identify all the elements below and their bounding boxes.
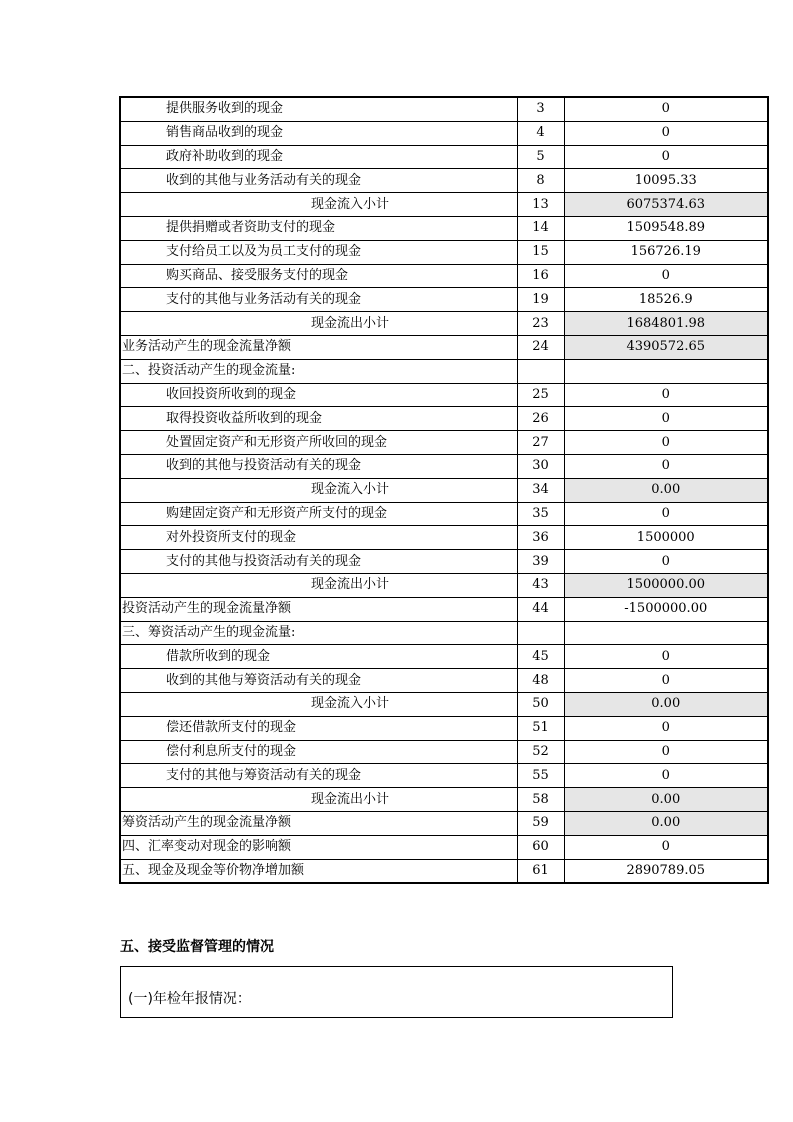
row-item-label: 支付的其他与投资活动有关的现金 (120, 550, 517, 574)
row-item-label: 支付的其他与筹资活动有关的现金 (120, 764, 517, 788)
table-row (120, 193, 768, 217)
row-item-label: 销售商品收到的现金 (120, 121, 517, 145)
row-item-label: 现金流入小计 (120, 692, 517, 716)
table-row (120, 478, 768, 502)
row-item-label: 三、筹资活动产生的现金流量: (120, 621, 517, 645)
row-item-label: 政府补助收到的现金 (120, 145, 517, 169)
row-item-label: 现金流出小计 (120, 312, 517, 336)
row-amount: 1509548.89 (564, 216, 768, 240)
row-item-label: 现金流入小计 (120, 193, 517, 217)
row-line-number: 39 (517, 550, 564, 574)
row-item-label: 偿还借款所支付的现金 (120, 716, 517, 740)
row-line-number: 58 (517, 788, 564, 812)
row-amount: 0.00 (564, 692, 768, 716)
table-row (120, 240, 768, 264)
row-amount: 0.00 (564, 811, 768, 835)
row-line-number (517, 359, 564, 383)
row-line-number: 26 (517, 407, 564, 431)
row-item-label: 收回投资所收到的现金 (120, 383, 517, 407)
row-amount: 0 (564, 121, 768, 145)
row-item-label: 购建固定资产和无形资产所支付的现金 (120, 502, 517, 526)
table-row (120, 264, 768, 288)
table-row (120, 335, 768, 359)
row-item-label: 五、现金及现金等价物净增加额 (120, 859, 517, 883)
row-item-label: 购买商品、接受服务支付的现金 (120, 264, 517, 288)
row-amount: 0 (564, 550, 768, 574)
row-amount: 0 (564, 407, 768, 431)
row-amount (564, 359, 768, 383)
row-line-number (517, 621, 564, 645)
row-item-label: 对外投资所支付的现金 (120, 526, 517, 550)
row-amount (564, 621, 768, 645)
row-line-number: 5 (517, 145, 564, 169)
section-heading: 五、接受监督管理的情况 (120, 939, 274, 955)
row-line-number: 50 (517, 692, 564, 716)
row-amount: 0 (564, 264, 768, 288)
table-row (120, 573, 768, 597)
row-item-label: 取得投资收益所收到的现金 (120, 407, 517, 431)
row-item-label: 收到的其他与投资活动有关的现金 (120, 454, 517, 478)
row-item-label: 收到的其他与业务活动有关的现金 (120, 169, 517, 193)
row-amount: 0 (564, 764, 768, 788)
row-amount: 0.00 (564, 478, 768, 502)
table-row (120, 431, 768, 455)
row-line-number: 61 (517, 859, 564, 883)
table-row (120, 835, 768, 859)
row-item-label: 支付给员工以及为员工支付的现金 (120, 240, 517, 264)
row-line-number: 30 (517, 454, 564, 478)
table-row (120, 502, 768, 526)
row-amount: 0 (564, 740, 768, 764)
row-amount: 0 (564, 835, 768, 859)
table-row (120, 740, 768, 764)
row-item-label: 提供服务收到的现金 (120, 97, 517, 121)
row-line-number: 44 (517, 597, 564, 621)
row-amount: 18526.9 (564, 288, 768, 312)
annual-inspection-label: (一)年检年报情况： (128, 991, 251, 1007)
row-line-number: 13 (517, 193, 564, 217)
row-amount: 10095.33 (564, 169, 768, 193)
table-row (120, 645, 768, 669)
table-row (120, 764, 768, 788)
row-item-label: 现金流出小计 (120, 788, 517, 812)
table-row (120, 526, 768, 550)
table-row (120, 97, 768, 121)
table-row (120, 669, 768, 693)
row-amount: 6075374.63 (564, 193, 768, 217)
row-line-number: 15 (517, 240, 564, 264)
table-row (120, 121, 768, 145)
table-row (120, 216, 768, 240)
row-line-number: 16 (517, 264, 564, 288)
row-line-number: 3 (517, 97, 564, 121)
row-line-number: 45 (517, 645, 564, 669)
row-line-number: 27 (517, 431, 564, 455)
row-line-number: 25 (517, 383, 564, 407)
table-row (120, 692, 768, 716)
row-amount: 0 (564, 145, 768, 169)
row-line-number: 59 (517, 811, 564, 835)
row-item-label: 偿付利息所支付的现金 (120, 740, 517, 764)
row-amount: -1500000.00 (564, 597, 768, 621)
row-item-label: 支付的其他与业务活动有关的现金 (120, 288, 517, 312)
table-row (120, 169, 768, 193)
row-amount: 0 (564, 716, 768, 740)
row-item-label: 业务活动产生的现金流量净额 (120, 335, 517, 359)
row-item-label: 筹资活动产生的现金流量净额 (120, 811, 517, 835)
row-amount: 0 (564, 502, 768, 526)
row-line-number: 48 (517, 669, 564, 693)
cash-flow-table-body (120, 97, 768, 883)
row-amount: 0 (564, 97, 768, 121)
row-amount: 0 (564, 669, 768, 693)
table-row (120, 454, 768, 478)
table-row (120, 145, 768, 169)
row-amount: 1500000.00 (564, 573, 768, 597)
row-item-label: 现金流出小计 (120, 573, 517, 597)
row-line-number: 43 (517, 573, 564, 597)
row-amount: 0 (564, 645, 768, 669)
row-line-number: 51 (517, 716, 564, 740)
row-amount: 2890789.05 (564, 859, 768, 883)
row-line-number: 14 (517, 216, 564, 240)
row-amount: 4390572.65 (564, 335, 768, 359)
row-line-number: 24 (517, 335, 564, 359)
row-item-label: 四、汇率变动对现金的影响额 (120, 835, 517, 859)
row-line-number: 52 (517, 740, 564, 764)
row-amount: 1500000 (564, 526, 768, 550)
row-line-number: 19 (517, 288, 564, 312)
table-row (120, 716, 768, 740)
row-amount: 156726.19 (564, 240, 768, 264)
row-item-label: 提供捐赠或者资助支付的现金 (120, 216, 517, 240)
row-item-label: 投资活动产生的现金流量净额 (120, 597, 517, 621)
annual-inspection-box (120, 966, 673, 1018)
row-item-label: 二、投资活动产生的现金流量: (120, 359, 517, 383)
table-row (120, 859, 768, 883)
table-row (120, 550, 768, 574)
row-line-number: 23 (517, 312, 564, 336)
row-item-label: 收到的其他与筹资活动有关的现金 (120, 669, 517, 693)
row-line-number: 55 (517, 764, 564, 788)
row-amount: 0 (564, 431, 768, 455)
row-line-number: 34 (517, 478, 564, 502)
row-item-label: 借款所收到的现金 (120, 645, 517, 669)
table-row (120, 288, 768, 312)
cash-flow-table (119, 96, 769, 884)
row-amount: 0 (564, 383, 768, 407)
row-line-number: 60 (517, 835, 564, 859)
table-row (120, 383, 768, 407)
row-item-label: 现金流入小计 (120, 478, 517, 502)
row-amount: 1684801.98 (564, 312, 768, 336)
row-line-number: 8 (517, 169, 564, 193)
table-row (120, 407, 768, 431)
row-amount: 0 (564, 454, 768, 478)
row-line-number: 4 (517, 121, 564, 145)
table-row (120, 621, 768, 645)
row-amount: 0.00 (564, 788, 768, 812)
table-row (120, 597, 768, 621)
table-row (120, 788, 768, 812)
table-row (120, 359, 768, 383)
table-row (120, 811, 768, 835)
row-item-label: 处置固定资产和无形资产所收回的现金 (120, 431, 517, 455)
row-line-number: 35 (517, 502, 564, 526)
row-line-number: 36 (517, 526, 564, 550)
table-row (120, 312, 768, 336)
